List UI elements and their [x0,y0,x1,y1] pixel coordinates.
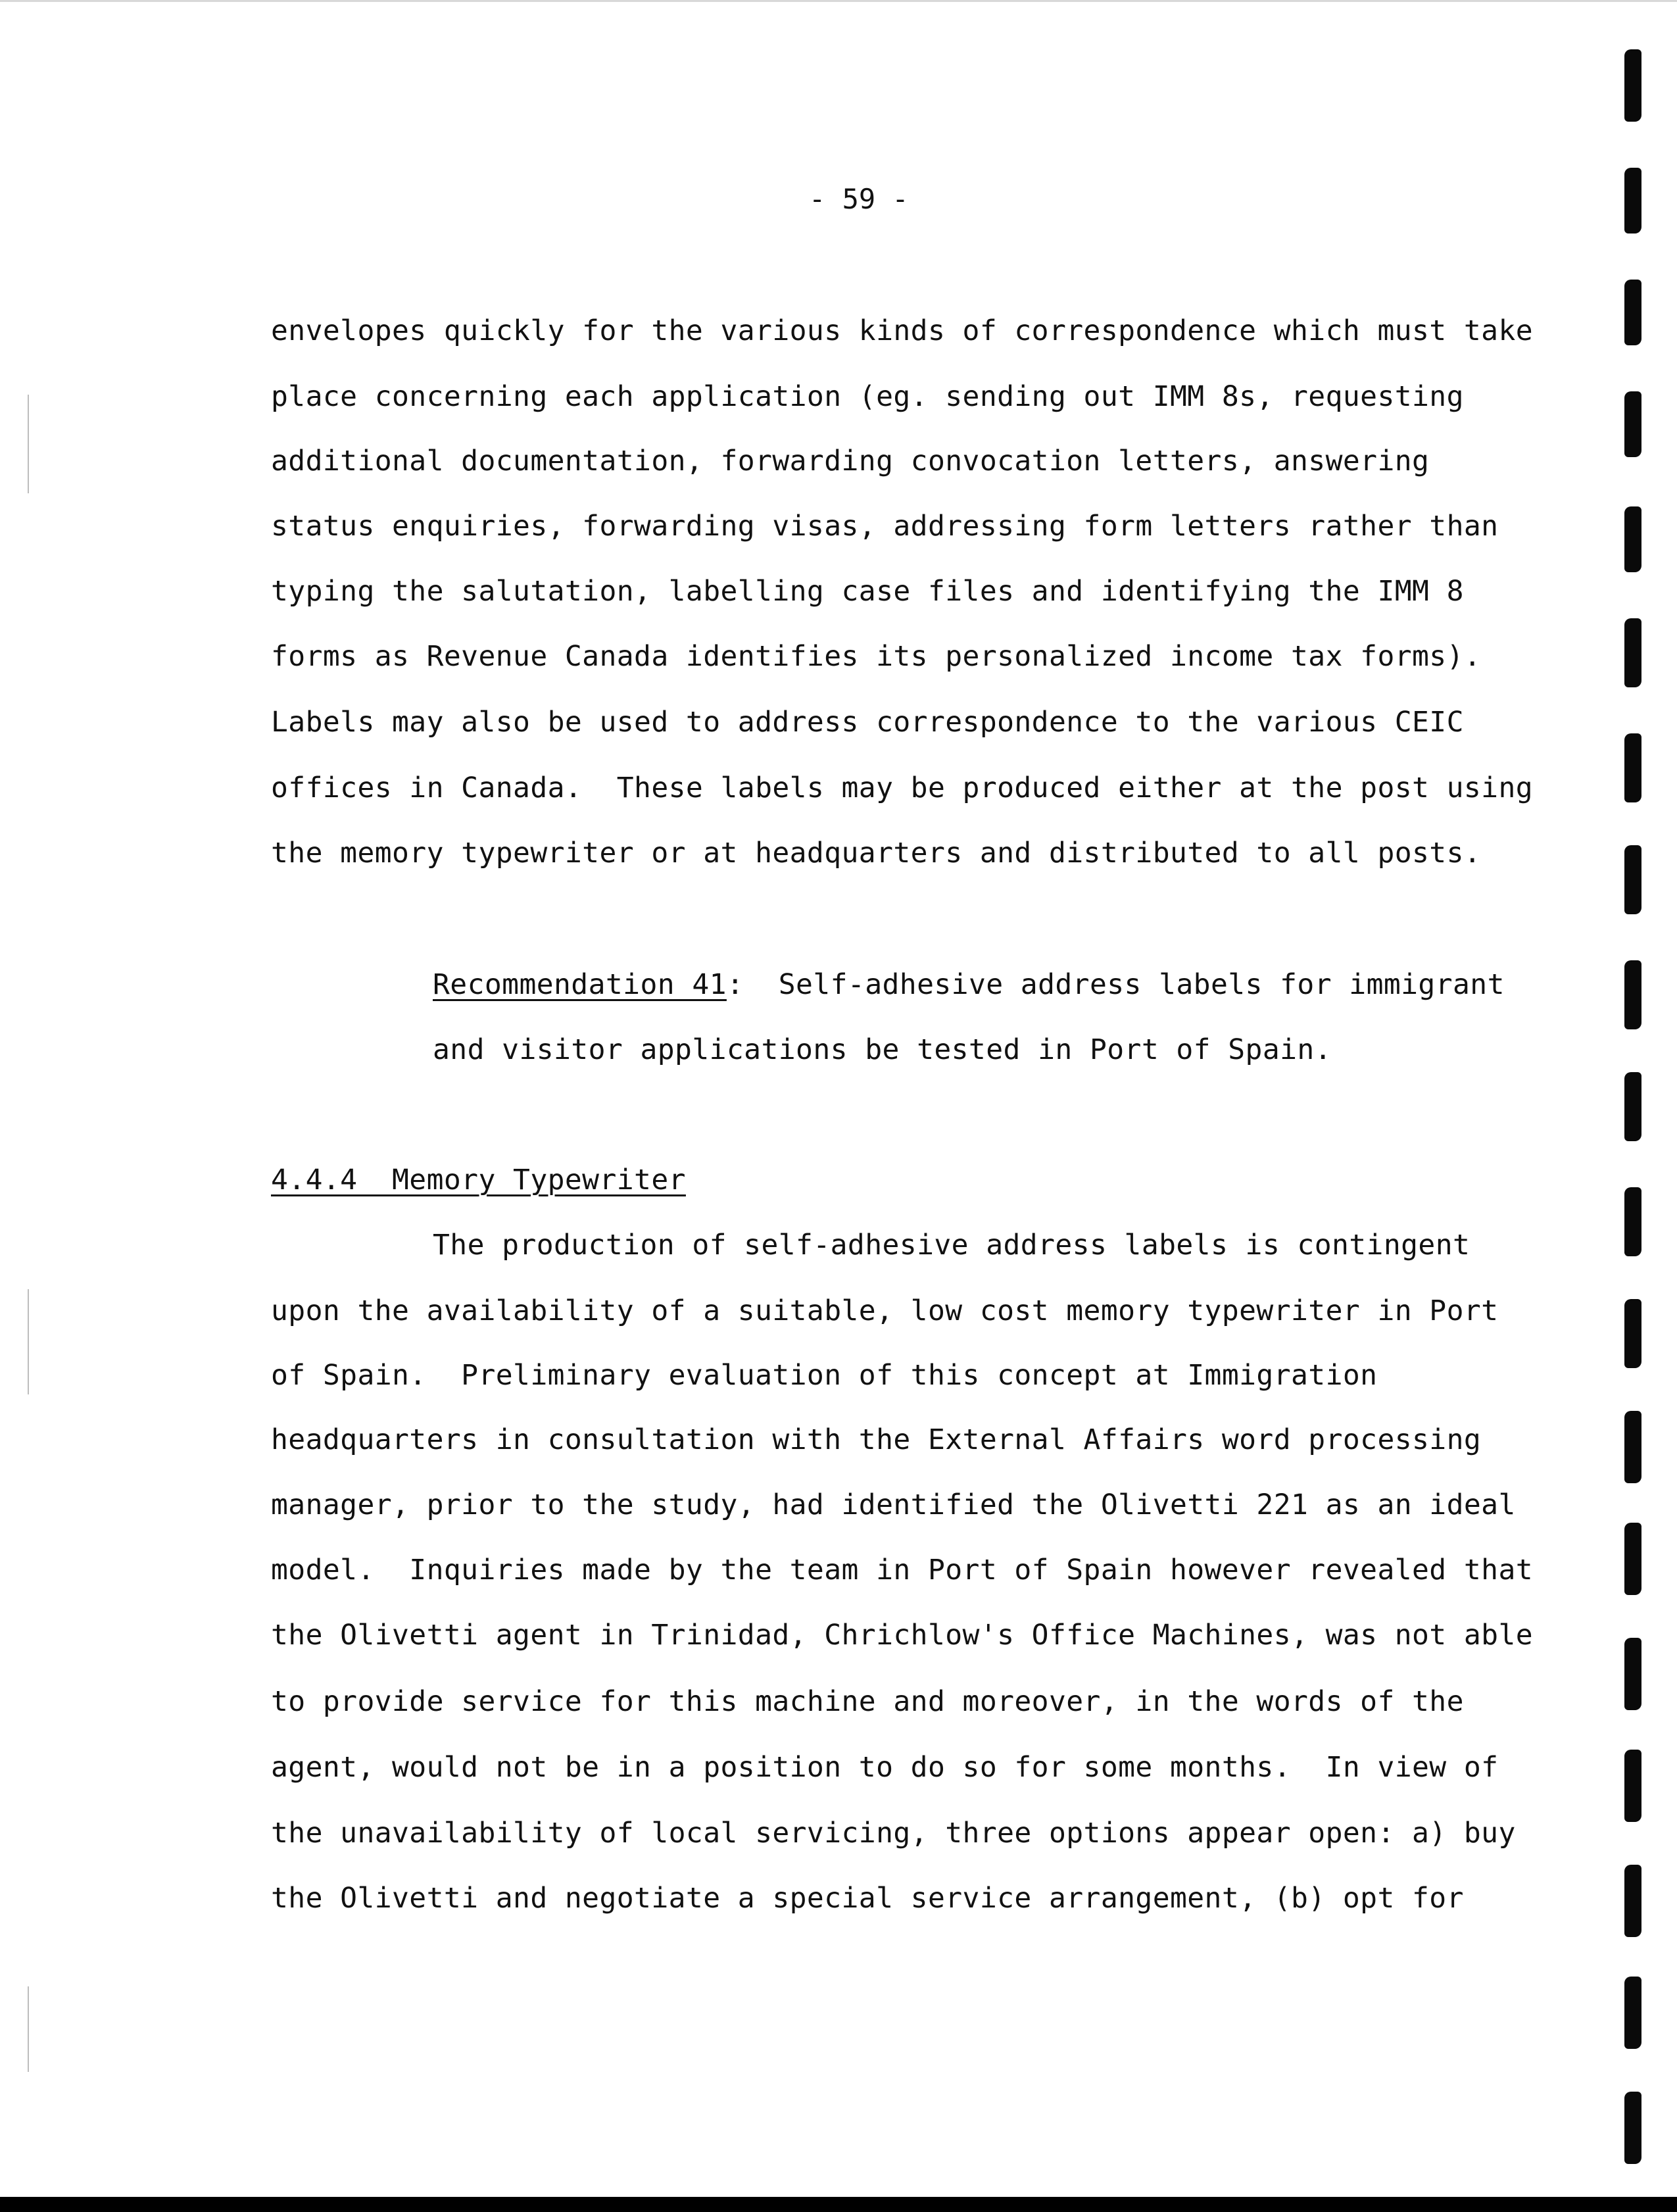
binding-mark [1624,1072,1641,1141]
page-bottom-edge [0,2197,1677,2212]
paragraph-line: typing the salutation, labelling case files and identifying the IMM 8 [271,575,1464,608]
binding-mark [1624,2092,1641,2164]
binding-mark [1624,1977,1641,2049]
paragraph-line: envelopes quickly for the various kinds of correspondence which must take [271,314,1534,347]
paragraph-line: agent, would not be in a position to do so for some months. In view of [271,1751,1499,1784]
recommendation-label: Recommendation 41 [433,968,727,1001]
paragraph-line: upon the availability of a suitable, low cost memory typewriter in Port [271,1294,1499,1327]
scan-speck [28,395,29,493]
binding-mark [1624,1187,1641,1256]
binding-mark [1624,618,1641,687]
paragraph-line: Labels may also be used to address correspondence to the various CEIC [271,706,1464,739]
paragraph-line: headquarters in consultation with the External Affairs word processing [271,1423,1482,1456]
page-top-edge [0,0,1677,2]
paragraph-line: of Spain. Preliminary evaluation of this concept at Immigration [271,1359,1378,1392]
scan-speck [28,1986,29,2072]
binding-mark [1624,49,1641,122]
paragraph-line: to provide service for this machine and moreover, in the words of the [271,1685,1464,1718]
paragraph-line: The production of self-adhesive address labels is contingent [433,1229,1470,1262]
binding-mark [1624,168,1641,233]
recommendation-line-1 [433,968,1505,1001]
paragraph-line: model. Inquiries made by the team in Port of Spain however revealed that [271,1554,1534,1586]
binding-mark [1624,1411,1641,1483]
binding-mark [1624,845,1641,914]
page-number: - 59 - [809,183,909,215]
paragraph-line: forms as Revenue Canada identifies its personalized income tax forms). [271,640,1482,673]
binding-mark [1624,391,1641,457]
section-heading: 4.4.4 Memory Typewriter [271,1164,686,1196]
paragraph-line: additional documentation, forwarding convocation letters, answering [271,445,1430,478]
recommendation-text: : Self-adhesive address labels for immigrant [726,968,1505,1001]
paragraph-line: offices in Canada. These labels may be produced either at the post using [271,772,1534,804]
recommendation-line-2: and visitor applications be tested in Port of Spain. [433,1033,1332,1066]
paragraph-line: status enquiries, forwarding visas, addressing form letters rather than [271,510,1499,543]
paragraph-line: the Olivetti agent in Trinidad, Chrichlow's Office Machines, was not able [271,1619,1534,1652]
binding-mark [1624,733,1641,802]
binding-mark [1624,1865,1641,1937]
binding-mark [1624,1523,1641,1595]
binding-mark [1624,1638,1641,1710]
paragraph-line: place concerning each application (eg. sending out IMM 8s, requesting [271,380,1464,413]
binding-mark [1624,506,1641,572]
scan-speck [28,1289,29,1394]
paragraph-line: the Olivetti and negotiate a special service arrangement, (b) opt for [271,1882,1464,1915]
paragraph-line: the unavailability of local servicing, three options appear open: a) buy [271,1817,1516,1850]
binding-mark [1624,280,1641,345]
binding-mark [1624,960,1641,1029]
paragraph-line: manager, prior to the study, had identified the Olivetti 221 as an ideal [271,1488,1516,1521]
paragraph-line: the memory typewriter or at headquarters and distributed to all posts. [271,837,1482,870]
binding-mark [1624,1750,1641,1822]
binding-mark [1624,1299,1641,1368]
